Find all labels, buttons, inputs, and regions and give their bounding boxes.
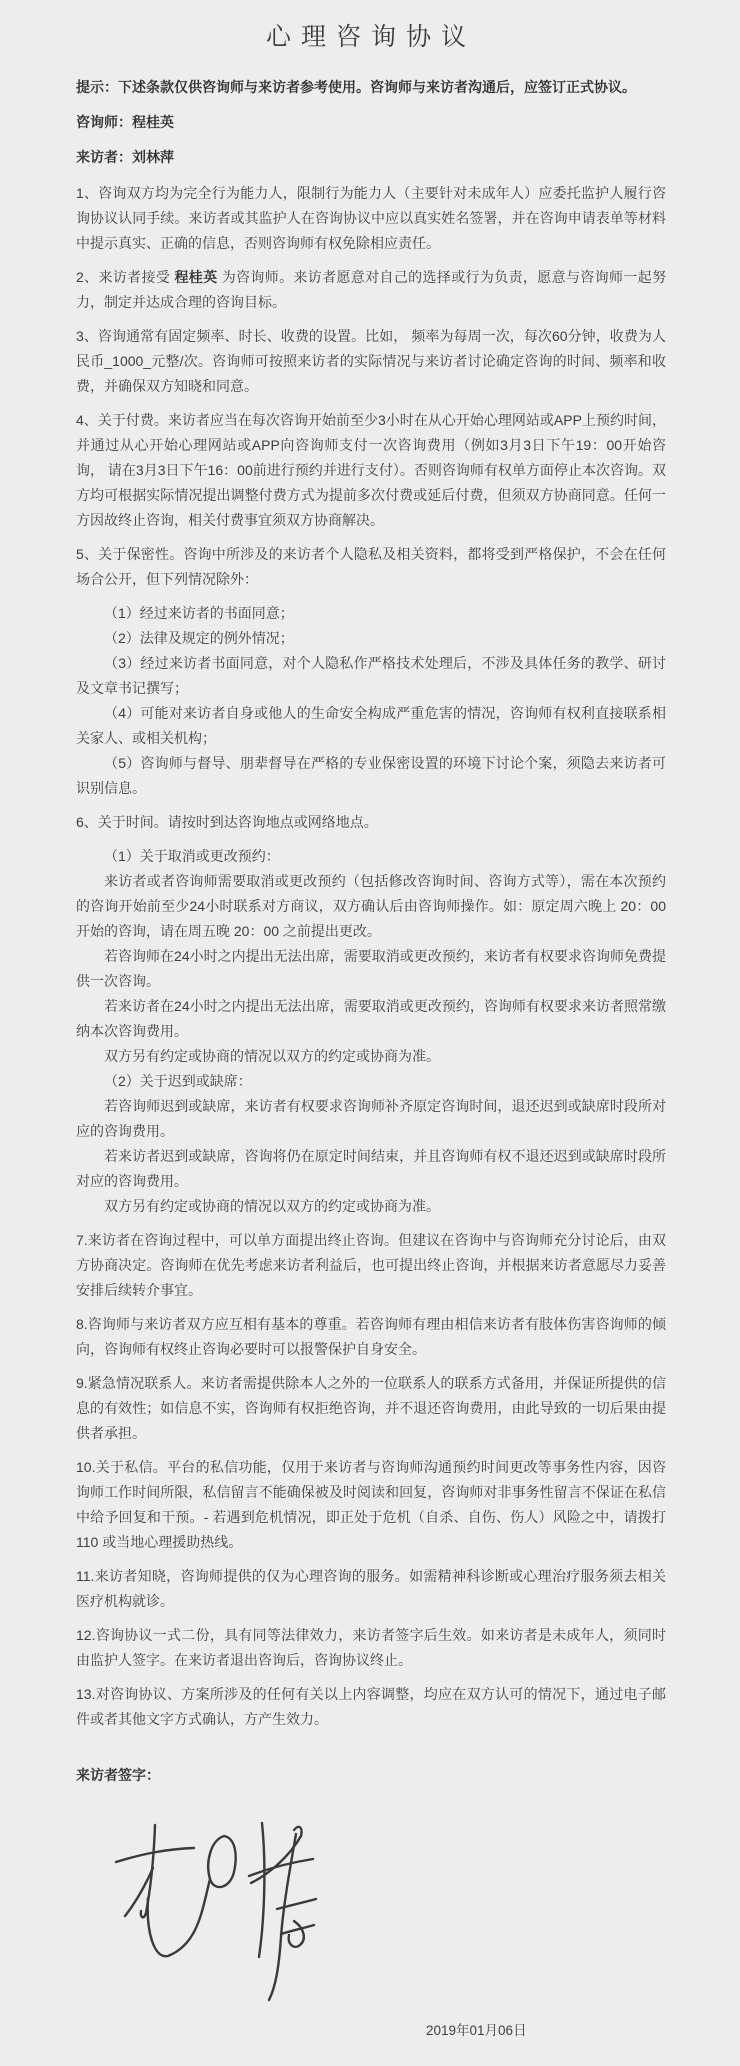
clause-6-section-2-para-3: 双方另有约定或协商的情况以双方的约定或协商为准。: [104, 1198, 440, 1214]
clause-10: 10.关于私信。平台的私信功能，仅用于来访者与咨询师沟通预约时间更改等事务性内容，因咨询师工作时间所限，私信留言不能确保被及时阅读和回复，咨询师对非事务性留言不保证在私信中给予回复和干预。- 若遇到危机情况，即正处于危机（自杀、自伤、伤人）风险之中，请拨打 110 或当地心理援助热线。: [76, 1459, 666, 1550]
clause-6-section-1-title: （1）关于取消或更改预约：: [104, 848, 280, 864]
clause-6-section-1-para-3: 若来访者在24小时之内提出无法出席，需要取消或更改预约，咨询师有权要求来访者照常缴纳本次咨询费用。: [76, 998, 666, 1039]
signature-label: 来访者签字：: [76, 1767, 160, 1783]
clause-6-head: 6、关于时间。请按时到达咨询地点或网络地点。: [76, 814, 378, 830]
clause-2: [76, 265, 666, 315]
client-name: 刘林萍: [132, 149, 174, 165]
clause-5-item-3: （3）经过来访者书面同意，对个人隐私作严格技术处理后，不涉及具体任务的教学、研讨及文章书记撰写；: [76, 655, 666, 696]
notice-line: 提示：下述条款仅供咨询师与来访者参考使用。咨询师与来访者沟通后，应签订正式协议。: [76, 79, 636, 95]
clause-5-item-5: （5）咨询师与督导、朋辈督导在严格的专业保密设置的环境下讨论个案，须隐去来访者可识别信息。: [76, 755, 666, 796]
clause-2-prefix: 2、来访者接受: [76, 269, 175, 285]
clause-5-item-1: （1）经过来访者的书面同意；: [104, 605, 294, 621]
clause-5-item-2: （2）法律及规定的例外情况；: [104, 630, 294, 646]
document-date: 2019年01月06日: [426, 2023, 527, 2038]
clause-7: 7.来访者在咨询过程中，可以单方面提出终止咨询。但建议在咨询中与咨询师充分讨论后，由双方协商决定。咨询师在优先考虑来访者利益后，也可提出终止咨询，并根据来访者意愿尽力妥善安排后续转介事宜。: [76, 1232, 666, 1298]
client-label: 来访者：: [76, 149, 132, 165]
client-line: [76, 146, 666, 168]
clause-3: 3、咨询通常有固定频率、时长、收费的设置。比如， 频率为每周一次，每次60分钟，收费为人民币_1000_元整/次。咨询师可按照来访者的实际情况与来访者讨论确定咨询的时间、频率和收费，并确保双方知晓和同意。: [76, 328, 666, 394]
clause-9: 9.紧急情况联系人。来访者需提供除本人之外的一位联系人的联系方式备用，并保证所提供的信息的有效性；如信息不实，咨询师有权拒绝咨询，并不退还咨询费用，由此导致的一切后果由提供者承担。: [76, 1375, 666, 1441]
clause-6-section-2-para-2: 若来访者迟到或缺席，咨询将仍在原定时间结束，并且咨询师有权不退还迟到或缺席时段所对应的咨询费用。: [76, 1148, 666, 1189]
counselor-label: 咨询师：: [76, 114, 132, 130]
clause-2-suffix: 为咨询师。来访者愿意对自己的选择或行为负责，愿意与咨询师一起努力，制定并达成合理的咨询目标。: [76, 269, 667, 310]
clause-4: 4、关于付费。来访者应当在每次咨询开始前至少3小时在从心开始心理网站或APP上预约时间，并通过从心开始心理网站或APP向咨询师支付一次咨询费用（例如3月3日下午19：00开始咨询， 请在3月3日下午16：00前进行预约并进行支付）。否则咨询师有权单方面停止本次咨询。双方均可根据实际情况提出调整付费方式为提前多次付费或延后付费，但须双方协商同意。任何一方因故终止咨询，相关付费事宜须双方协商解决。: [76, 412, 666, 528]
signature-ink-svg: [98, 1816, 338, 2012]
counselor-line: [76, 111, 666, 133]
counselor-name: 程桂英: [132, 114, 174, 130]
clause-6-section-1-para-2: 若咨询师在24小时之内提出无法出席，需要取消或更改预约，来访者有权要求咨询师免费提供一次咨询。: [76, 948, 666, 989]
client-signature-handwriting: [98, 1816, 338, 2012]
clause-6-section-1-para-4: 双方另有约定或协商的情况以双方的约定或协商为准。: [104, 1048, 440, 1064]
clause-6-section-2-para-1: 若咨询师迟到或缺席，来访者有权要求咨询师补齐原定咨询时间，退还迟到或缺席时段所对应的咨询费用。: [76, 1098, 666, 1139]
clause-13: 13.对咨询协议、方案所涉及的任何有关以上内容调整，均应在双方认可的情况下，通过电子邮件或者其他文字方式确认，方产生效力。: [76, 1686, 666, 1727]
page-title: 心理咨询协议: [265, 23, 476, 51]
clause-12: 12.咨询协议一式二份，具有同等法律效力，来访者签字后生效。如来访者是未成年人，须同时由监护人签字。在来访者退出咨询后，咨询协议终止。: [76, 1627, 666, 1668]
clause-5-head: 5、关于保密性。咨询中所涉及的来访者个人隐私及相关资料，都将受到严格保护，不会在任何场合公开，但下列情况除外：: [76, 546, 666, 587]
clause-5-item-4: （4）可能对来访者自身或他人的生命安全构成严重危害的情况，咨询师有权利直接联系相关家人、或相关机构；: [76, 705, 666, 746]
clause-6-section-1-para-1: 来访者或者咨询师需要取消或更改预约（包括修改咨询时间、咨询方式等），需在本次预约的咨询开始前至少24小时联系对方商议，双方确认后由咨询师操作。如：原定周六晚上 20：00 开始的咨询，请在周五晚 20：00 之前提出更改。: [76, 873, 666, 939]
clause-2-counselor-name: 程桂英: [174, 269, 218, 285]
clause-8: 8.咨询师与来访者双方应互相有基本的尊重。若咨询师有理由相信来访者有肢体伤害咨询师的倾向，咨询师有权终止咨询必要时可以报警保护自身安全。: [76, 1316, 666, 1357]
clause-6-section-2-title: （2）关于迟到或缺席：: [104, 1073, 252, 1089]
clause-11: 11.来访者知晓，咨询师提供的仅为心理咨询的服务。如需精神科诊断或心理治疗服务须去相关医疗机构就诊。: [76, 1568, 666, 1609]
clause-1: 1、咨询双方均为完全行为能力人，限制行为能力人（主要针对未成年人）应委托监护人履行咨询协议认同手续。来访者或其监护人在咨询协议中应以真实姓名签署，并在咨询申请表单等材料中提示真实、正确的信息，否则咨询师有权免除相应责任。: [76, 185, 666, 251]
